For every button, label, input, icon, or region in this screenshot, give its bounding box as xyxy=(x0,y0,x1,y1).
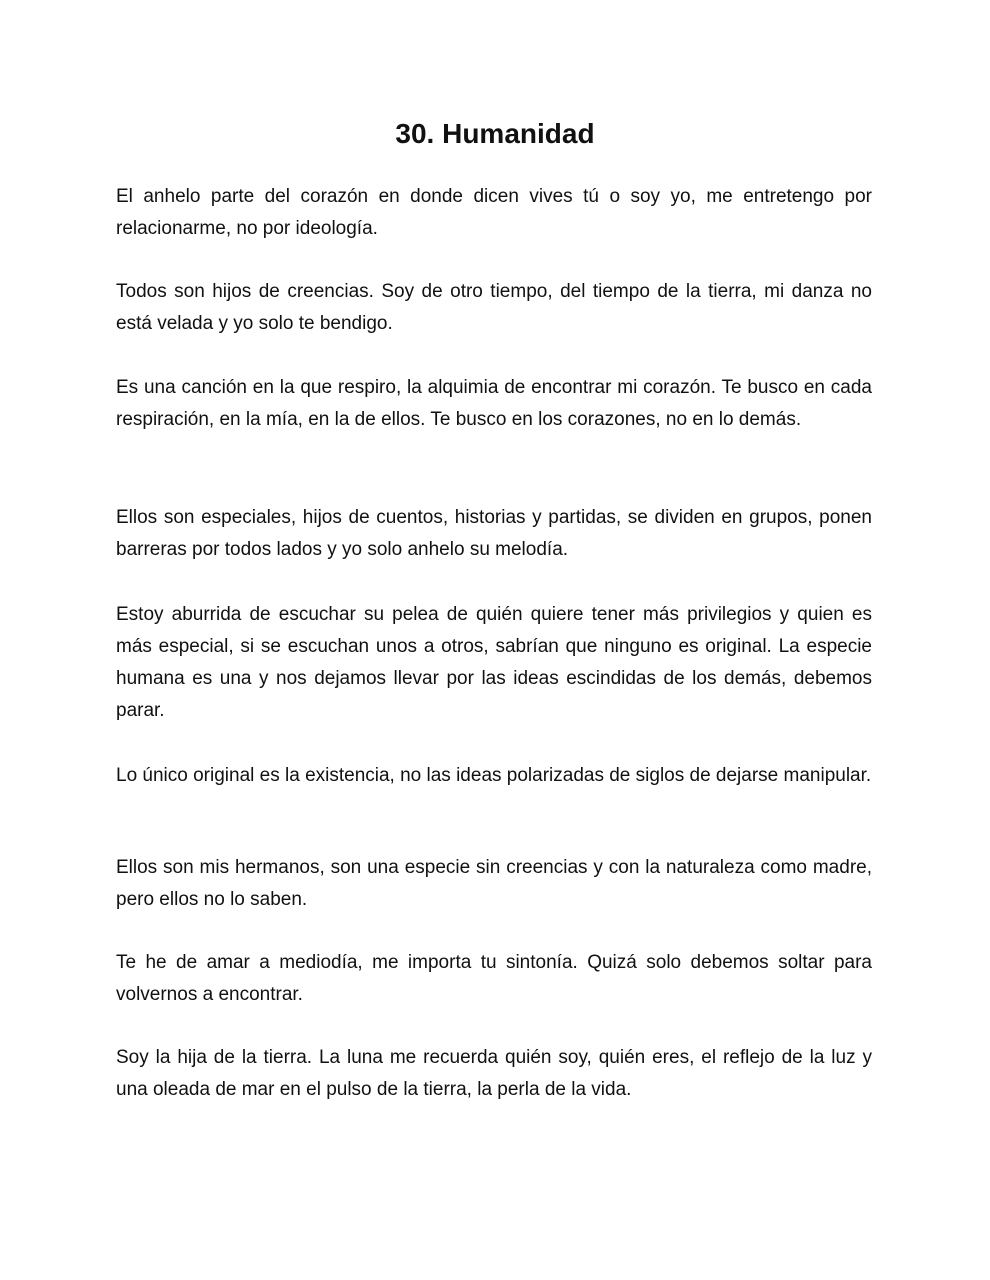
paragraph-8: Te he de amar a mediodía, me importa tu sintonía. Quizá solo debemos soltar para volvernos a encontrar. xyxy=(116,952,872,1005)
paragraph-2: Todos son hijos de creencias. Soy de otro tiempo, del tiempo de la tierra, mi danza no está velada y yo solo te bendigo. xyxy=(116,281,872,334)
paragraph-5: Estoy aburrida de escuchar su pelea de quién quiere tener más privilegios y quien es más especial, si se escuchan unos a otros, sabrían que ninguno es original. La especie humana es una y nos dejamos llevar por las ideas escindidas de los demás, debemos parar. xyxy=(116,604,872,721)
paragraph-9: Soy la hija de la tierra. La luna me recuerda quién soy, quién eres, el reflejo de la luz y una oleada de mar en el pulso de la tierra, la perla de la vida. xyxy=(116,1047,872,1100)
paragraph-4: Ellos son especiales, hijos de cuentos, historias y partidas, se dividen en grupos, ponen barreras por todos lados y yo solo anhelo su melodía. xyxy=(116,507,872,560)
paragraph-3: Es una canción en la que respiro, la alquimia de encontrar mi corazón. Te busco en cada respiración, en la mía, en la de ellos. Te busco en los corazones, no en lo demás. xyxy=(116,377,872,430)
paragraph-1: El anhelo parte del corazón en donde dicen vives tú o soy yo, me entretengo por relacionarme, no por ideología. xyxy=(116,186,872,239)
paragraph-6: Lo único original es la existencia, no las ideas polarizadas de siglos de dejarse manipular. xyxy=(116,765,872,786)
paragraph-7: Ellos son mis hermanos, son una especie sin creencias y con la naturaleza como madre, pero ellos no lo saben. xyxy=(116,857,872,910)
page-title: 30. Humanidad xyxy=(395,118,595,149)
